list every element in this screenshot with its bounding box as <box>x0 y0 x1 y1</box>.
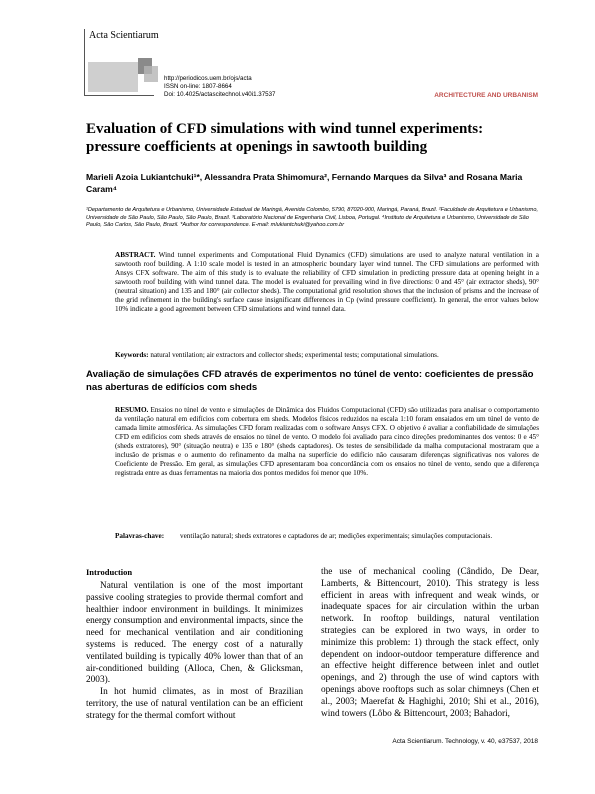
author-list: Marieli Azoia Lukiantchuki¹*, Alessandra Prata Shimomura², Fernando Marques da Silva³ and Rosana Maria Caram⁴ <box>86 172 523 194</box>
journal-logo-square <box>88 62 138 92</box>
resumo <box>115 406 539 478</box>
journal-logo-accent <box>138 58 158 82</box>
journal-issn: ISSN on-line: 1807-8664 <box>164 83 232 91</box>
page-footer: Acta Scientiarum. Technology, v. 40, e37537, 2018 <box>392 738 538 745</box>
abstract-text: Wind tunnel experiments and Computational Fluid Dynamics (CFD) simulations are used to analyze natural ventilation in a sawtooth roof building. A 1:10 scale model is tested in an atmospheric boundary layer wind tunnel. The CFD simulations are performed with Ansys CFX software. The aim of this study is to evaluate the reliability of CFD simulation in predicting pressure data at opening height in a sawtooth roof building with wind tunnel data. The model is evaluated for prevailing wind in five directions: 0 and 45° (air extractor sheds), 90° (neutral situation) and 135 and 180° (air collector sheds). The computational grid resolution shows that the inclusion of prisms and the increase of the grid refinement in the building's surface cause insignificant differences in Cp (wind pressure coefficient). In general, the error values below 10% indicate a good agreement between CFD simulations and wind tunnel data. <box>115 251 539 313</box>
abstract-label: ABSTRACT. <box>115 251 156 259</box>
portuguese-title: Avaliação de simulações CFD através de experimentos no túnel de vento: coeficientes de pressão nas aberturas de edifícios com sheds <box>86 369 534 393</box>
journal-metadata <box>164 75 275 100</box>
body-column-left <box>86 581 303 723</box>
body-column-right <box>321 567 539 720</box>
palavras-chave-label: Palavras-chave: <box>115 532 165 540</box>
section-label: ARCHITECTURE AND URBANISM <box>434 92 538 99</box>
keywords-label: Keywords: <box>115 351 149 359</box>
keywords <box>115 351 539 360</box>
abstract <box>115 251 539 314</box>
article-title: Evaluation of CFD simulations with wind tunnel experiments: pressure coefficients at openings in sawtooth building <box>86 121 484 155</box>
author-affiliations: ¹Departamento de Arquitetura e Urbanismo, Universidade Estadual de Maringá, Avenida Colombo, 5790, 87020-900, Maringá, Paraná, Brazil. ²Faculdade de Arquitetura e Urbanismo, Universidade de São Paulo, São Paulo, São Paulo, Brazil. ³Laboratório Nacional de Engenharia Civil, Lisboa, Portugal. ⁴Instituto de Arquitetura e Urbanismo, Universidade de São Paulo, São Carlos, São Paulo, Brazil. *Author for correspondence. E-mail: mlukiantchuki@yahoo.com.br <box>86 207 538 229</box>
article-doi[interactable]: Doi: 10.4025/actascitechnol.v40i1.37537 <box>164 91 276 99</box>
palavras-chave-text: ventilação natural; sheds extratores e captadores de ar; medições experimentais; simulações computacionais. <box>180 532 493 540</box>
body-paragraph: Natural ventilation is one of the most important passive cooling strategies to provide thermal comfort and healthier indoor environment in buildings. It minimizes energy consumption and environmental impacts, since the need for mechanical ventilation and air conditioning systems is reduced. The energy cost of a naturally ventilated building is typically 40% lower than that of an air-conditioned building (Alloca, Chen, & Glicksman, 2003). <box>86 581 303 686</box>
body-paragraph: In hot humid climates, as in most of Brazilian territory, the use of natural ventilation can be an efficient strategy for the thermal comfort without <box>86 687 303 721</box>
body-paragraph: the use of mechanical cooling (Cândido, De Dear, Lamberts, & Bittencourt, 2010). This strategy is less efficient in areas with infrequent and weak winds, or inadequate spaces for air circulation within the urban network. In rooftop buildings, natural ventilation strategies can be explored in two ways, in order to minimize this problem: 1) through the stack effect, only dependent on indoor-outdoor temperature difference and an effective height difference between inlet and outlet openings, and 2) through the use of wind captors with openings above rooftops such as solar chimneys (Chen et al., 2003; Maerefat & Haghighi, 2010; Shi et al., 2016), wind towers (Lôbo & Bittencourt, 2003; Bahadori, <box>321 567 539 719</box>
resumo-label: RESUMO. <box>115 406 149 414</box>
keywords-text: natural ventilation; air extractors and collector sheds; experimental tests; computational simulations. <box>150 351 439 359</box>
resumo-text: Ensaios no túnel de vento e simulações de Dinâmica dos Fluidos Computacional (CFD) são utilizadas para analisar o comportamento da ventilação natural em edifícios com cobertura em sheds. Modelos físicos reduzidos na escala 1:10 foram ensaiados em um túnel de vento de camada limite atmosférica. As simulações CFD foram realizadas com o software Ansys CFX. O objetivo é avaliar a confiabilidade de simulações CFD em edifícios com sheds através de ensaios no túnel de vento. O modelo foi avaliado para cinco direções predominantes dos ventos: 0 e 45° (sheds extratores), 90° (situação neutra) e 135 e 180° (sheds captadores). Os testes de sensibilidade da malha computacional mostraram que a inclusão de prismas e o aumento do refinamento da malha na superfície do edifício não causaram diferenças significativas nos valores de Coeficiente de Pressão. Em geral, as simulações CFD apresentaram boa concordância com os ensaios no túnel de vento, sendo que a diferença registrada entre as duas ferramentas na maioria dos pontos medidos foi menor que 10%. <box>115 406 539 477</box>
introduction-heading: Introduction <box>86 567 133 577</box>
journal-url[interactable]: http://periodicos.uem.br/ojs/acta <box>164 75 252 82</box>
journal-logo-text: Acta Scientiarum <box>89 30 159 41</box>
